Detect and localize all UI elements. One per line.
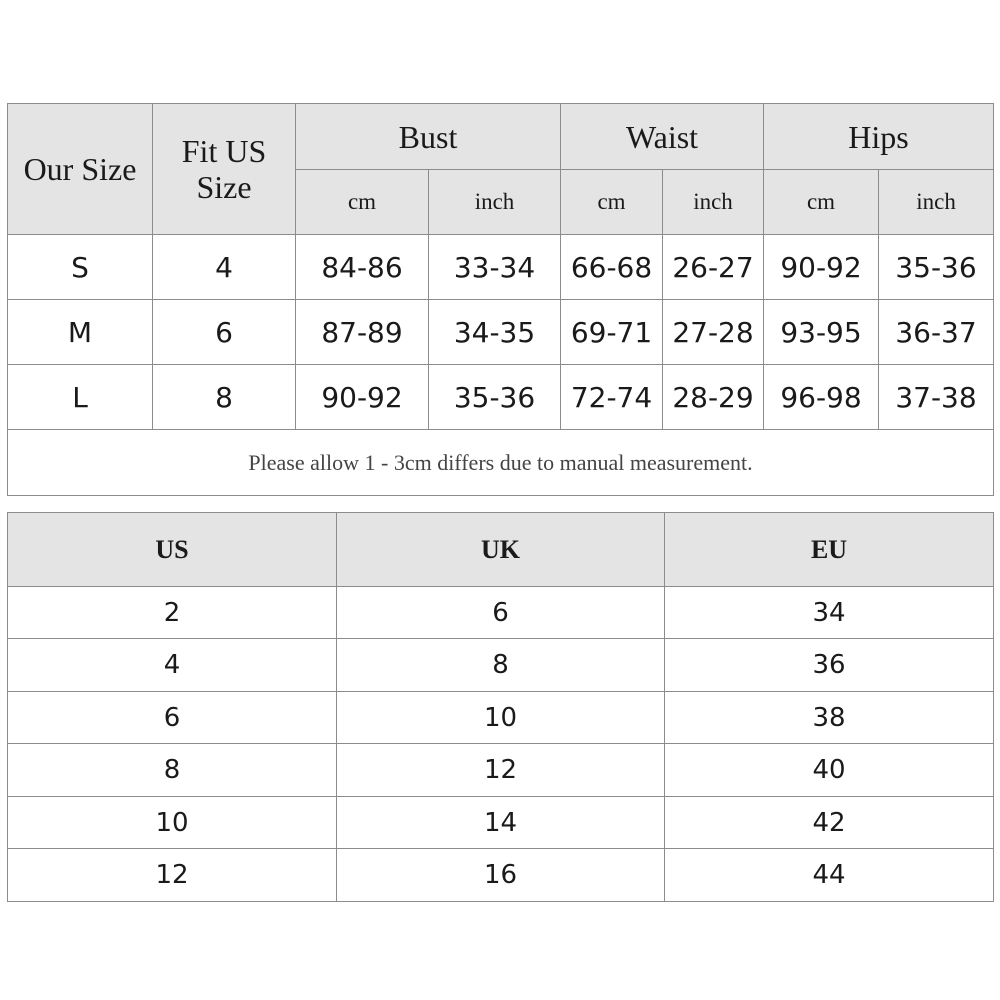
uk-cell: 14 — [337, 797, 665, 849]
uk-cell: 8 — [337, 639, 665, 692]
bust-inch-header: inch — [429, 170, 561, 235]
bust-cm-cell: 84-86 — [296, 235, 429, 300]
waist-cm-cell: 66-68 — [561, 235, 663, 300]
size-cell: M — [8, 300, 153, 365]
bust-cm-cell: 90-92 — [296, 365, 429, 430]
size-row-l — [8, 365, 994, 430]
our-size-header: Our Size — [8, 104, 153, 235]
us-cell: 6 — [8, 692, 337, 744]
us-header: US — [8, 513, 337, 587]
size-cell: L — [8, 365, 153, 430]
waist-inch-cell: 27-28 — [663, 300, 764, 365]
us-cell: 12 — [8, 849, 337, 902]
hips-cm-cell: 93-95 — [764, 300, 879, 365]
note-row — [8, 430, 994, 496]
hips-cm-cell: 90-92 — [764, 235, 879, 300]
bust-header: Bust — [296, 104, 561, 170]
size-conversion-table — [7, 512, 994, 902]
hips-header: Hips — [764, 104, 994, 170]
conversion-row — [8, 797, 994, 849]
size-chart-table — [7, 103, 994, 496]
fit-us-cell: 8 — [153, 365, 296, 430]
fit-us-size-header: Fit US Size — [153, 104, 296, 235]
us-cell: 2 — [8, 587, 337, 639]
hips-cm-header: cm — [764, 170, 879, 235]
size-row-m — [8, 300, 994, 365]
size-cell: S — [8, 235, 153, 300]
size-chart-header-row — [8, 104, 994, 170]
uk-cell: 10 — [337, 692, 665, 744]
us-cell: 8 — [8, 744, 337, 797]
uk-header: UK — [337, 513, 665, 587]
bust-cm-cell: 87-89 — [296, 300, 429, 365]
eu-cell: 42 — [665, 797, 994, 849]
bust-cm-header: cm — [296, 170, 429, 235]
eu-cell: 36 — [665, 639, 994, 692]
waist-inch-header: inch — [663, 170, 764, 235]
bust-inch-cell: 33-34 — [429, 235, 561, 300]
eu-cell: 34 — [665, 587, 994, 639]
eu-header: EU — [665, 513, 994, 587]
size-row-s — [8, 235, 994, 300]
conversion-row — [8, 849, 994, 902]
us-cell: 4 — [8, 639, 337, 692]
conversion-row — [8, 639, 994, 692]
bust-inch-cell: 34-35 — [429, 300, 561, 365]
eu-cell: 38 — [665, 692, 994, 744]
hips-inch-cell: 35-36 — [879, 235, 994, 300]
waist-header: Waist — [561, 104, 764, 170]
waist-cm-cell: 72-74 — [561, 365, 663, 430]
us-cell: 10 — [8, 797, 337, 849]
uk-cell: 12 — [337, 744, 665, 797]
hips-inch-cell: 36-37 — [879, 300, 994, 365]
uk-cell: 6 — [337, 587, 665, 639]
conversion-row — [8, 744, 994, 797]
hips-inch-header: inch — [879, 170, 994, 235]
bust-inch-cell: 35-36 — [429, 365, 561, 430]
eu-cell: 40 — [665, 744, 994, 797]
hips-inch-cell: 37-38 — [879, 365, 994, 430]
uk-cell: 16 — [337, 849, 665, 902]
fit-us-cell: 6 — [153, 300, 296, 365]
waist-cm-cell: 69-71 — [561, 300, 663, 365]
conversion-row — [8, 692, 994, 744]
eu-cell: 44 — [665, 849, 994, 902]
waist-inch-cell: 26-27 — [663, 235, 764, 300]
conversion-header-row — [8, 513, 994, 587]
waist-inch-cell: 28-29 — [663, 365, 764, 430]
measurement-note: Please allow 1 - 3cm differs due to manual measurement. — [8, 430, 994, 496]
hips-cm-cell: 96-98 — [764, 365, 879, 430]
fit-us-cell: 4 — [153, 235, 296, 300]
waist-cm-header: cm — [561, 170, 663, 235]
conversion-row — [8, 587, 994, 639]
